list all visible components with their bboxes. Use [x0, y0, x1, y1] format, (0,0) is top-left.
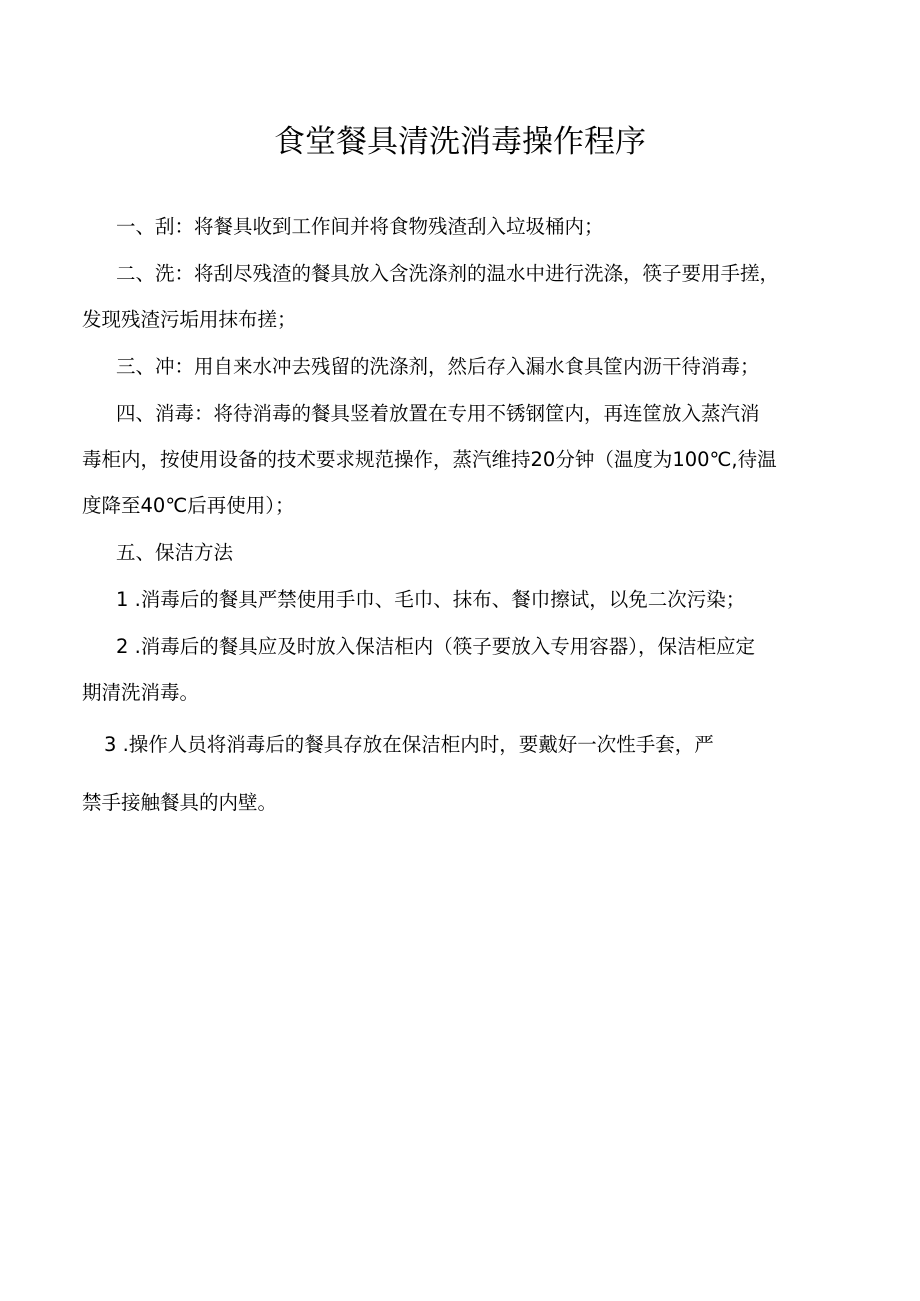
step-rinse: 三、冲：用自来水冲去残留的洗涤剂，然后存入漏水食具筐内沥干待消毒；: [116, 355, 760, 378]
page-title: 食堂餐具清洗消毒操作程序: [274, 124, 646, 160]
step-wash: 二、洗：将刮尽残渣的餐具放入含洗涤剂的温水中进行洗涤，筷子要用手搓，: [116, 262, 780, 285]
step-clean-method: 五、保洁方法: [116, 541, 234, 564]
clean-rule-2: 2 .消毒后的餐具应及时放入保洁柜内（筷子要放入专用容器），保洁柜应定: [116, 635, 756, 658]
clean-rule-1: 1 .消毒后的餐具严禁使用手巾、毛巾、抹布、餐巾擦试，以免二次污染；: [116, 588, 746, 611]
step-scrape: 一、刮：将餐具收到工作间并将食物残渣刮入垃圾桶内；: [116, 215, 604, 238]
step-disinfect-cont-1: 毒柜内，按使用设备的技术要求规范操作，蒸汽维持20分钟（温度为100℃,待温: [82, 448, 777, 471]
step-disinfect-cont-2: 度降至40℃后再使用）；: [82, 494, 295, 517]
step-disinfect: 四、消毒：将待消毒的餐具竖着放置在专用不锈钢筐内，再连筐放入蒸汽消: [116, 402, 760, 425]
step-wash-cont: 发现残渣污垢用抹布搓；: [82, 308, 297, 331]
clean-rule-3-cont: 禁手接触餐具的内壁。: [82, 791, 278, 814]
clean-rule-2-cont: 期清洗消毒。: [82, 681, 200, 704]
clean-rule-3: 3 .操作人员将消毒后的餐具存放在保洁柜内时，要戴好一次性手套，严: [104, 733, 714, 756]
